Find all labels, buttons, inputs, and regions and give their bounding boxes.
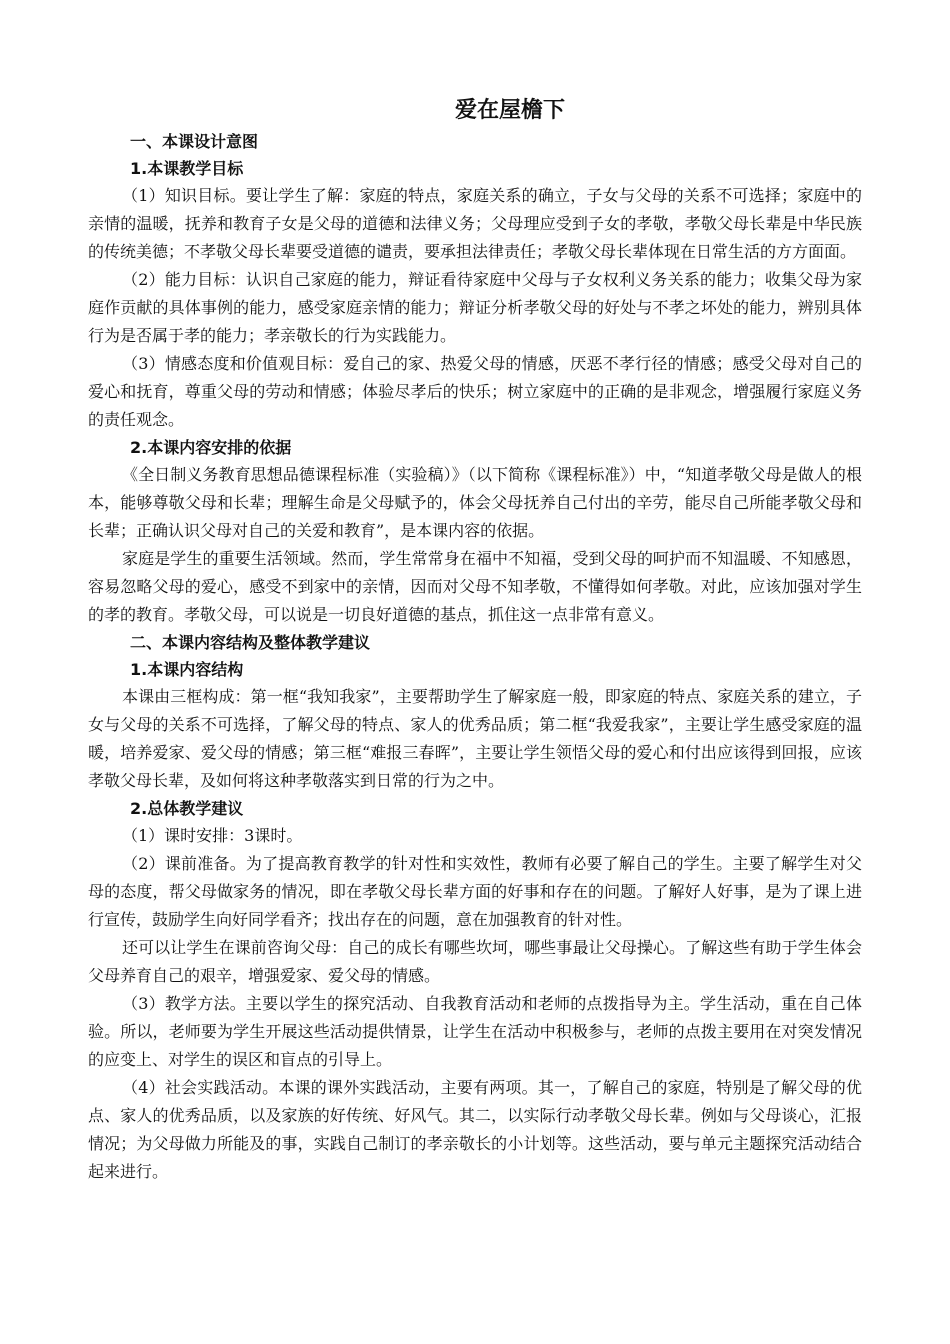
paragraph: （1）知识目标。要让学生了解：家庭的特点，家庭关系的确立，子女与父母的关系不可选择；家庭中的亲情的温暖，抚养和教育子女是父母的道德和法律义务；父母理应受到子女的孝敬，孝敬父母长辈是中华民族的传统美德；不孝敬父母长辈要受道德的谴责，要承担法律责任；孝敬父母长辈体现在日常生活的方方面面。 xyxy=(88,186,862,261)
paragraph: 家庭是学生的重要生活领域。然而，学生常常身在福中不知福，受到父母的呵护而不知温暖、不知感恩，容易忽略父母的爱心，感受不到家中的亲情，因而对父母不知孝敬，不懂得如何孝敬。对此，应该加强对学生的孝的教育。孝敬父母，可以说是一切良好道德的基点，抓住这一点非常有意义。 xyxy=(88,549,862,624)
document-body xyxy=(88,128,862,1186)
paragraph: 《全日制义务教育思想品德课程标准（实验稿）》（以下简称《课程标准》）中，“知道孝敬父母是做人的根本，能够尊敬父母和长辈；理解生命是父母赋予的，体会父母抚养自己付出的辛劳，能尽自己所能孝敬父母和长辈；正确认识父母对自己的关爱和教育”，是本课内容的依据。 xyxy=(88,465,862,540)
subsection-heading: 2.总体教学建议 xyxy=(130,799,244,818)
paragraph: （2）能力目标：认识自己家庭的能力，辩证看待家庭中父母与子女权利义务关系的能力；收集父母为家庭作贡献的具体事例的能力，感受家庭亲情的能力；辩证分析孝敬父母的好处与不孝之坏处的能力，辨别具体行为是否属于孝的能力；孝亲敬长的行为实践能力。 xyxy=(88,270,862,345)
paragraph: 本课由三框构成：第一框“我知我家”，主要帮助学生了解家庭一般，即家庭的特点、家庭关系的建立，子女与父母的关系不可选择，了解父母的特点、家人的优秀品质；第二框“我爱我家”，主要让学生感受家庭的温暖，培养爱家、爱父母的情感；第三框“难报三春晖”，主要让学生领悟父母的爱心和付出应该得到回报，应该孝敬父母长辈，及如何将这种孝敬落实到日常的行为之中。 xyxy=(88,687,862,790)
section-heading-2: 二、本课内容结构及整体教学建议 xyxy=(130,633,371,652)
subsection-heading: 2.本课内容安排的依据 xyxy=(130,438,292,457)
subsection-heading: 1.本课教学目标 xyxy=(130,159,244,178)
paragraph: （3）情感态度和价值观目标：爱自己的家、热爱父母的情感，厌恶不孝行径的情感；感受父母对自己的爱心和抚育，尊重父母的劳动和情感；体验尽孝后的快乐；树立家庭中的正确的是非观念，增强履行家庭义务的责任观念。 xyxy=(88,354,862,429)
page-title: 爱在屋檐下 xyxy=(454,98,565,123)
subsection-heading: 1.本课内容结构 xyxy=(130,660,244,679)
document-page xyxy=(88,96,862,1186)
paragraph: （1）课时安排：3课时。 xyxy=(122,826,303,845)
section-heading-1: 一、本课设计意图 xyxy=(130,132,259,151)
paragraph: （3）教学方法。主要以学生的探究活动、自我教育活动和老师的点拨指导为主。学生活动，重在自己体验。所以，老师要为学生开展这些活动提供情景，让学生在活动中积极参与，老师的点拨主要用在对突发情况的应变上、对学生的误区和盲点的引导上。 xyxy=(88,994,862,1069)
paragraph: （4）社会实践活动。本课的课外实践活动，主要有两项。其一，了解自己的家庭，特别是了解父母的优点、家人的优秀品质，以及家族的好传统、好风气。其二，以实际行动孝敬父母长辈。例如与父母谈心，汇报情况；为父母做力所能及的事，实践自己制订的孝亲敬长的小计划等。这些活动，要与单元主题探究活动结合起来进行。 xyxy=(88,1078,862,1181)
paragraph: （2）课前准备。为了提高教育教学的针对性和实效性，教师有必要了解自己的学生。主要了解学生对父母的态度，帮父母做家务的情况，即在孝敬父母长辈方面的好事和存在的问题。了解好人好事，是为了课上进行宣传，鼓励学生向好同学看齐；找出存在的问题，意在加强教育的针对性。 xyxy=(88,854,862,929)
paragraph: 还可以让学生在课前咨询父母：自己的成长有哪些坎坷，哪些事最让父母操心。了解这些有助于学生体会父母养育自己的艰辛，增强爱家、爱父母的情感。 xyxy=(88,938,862,985)
